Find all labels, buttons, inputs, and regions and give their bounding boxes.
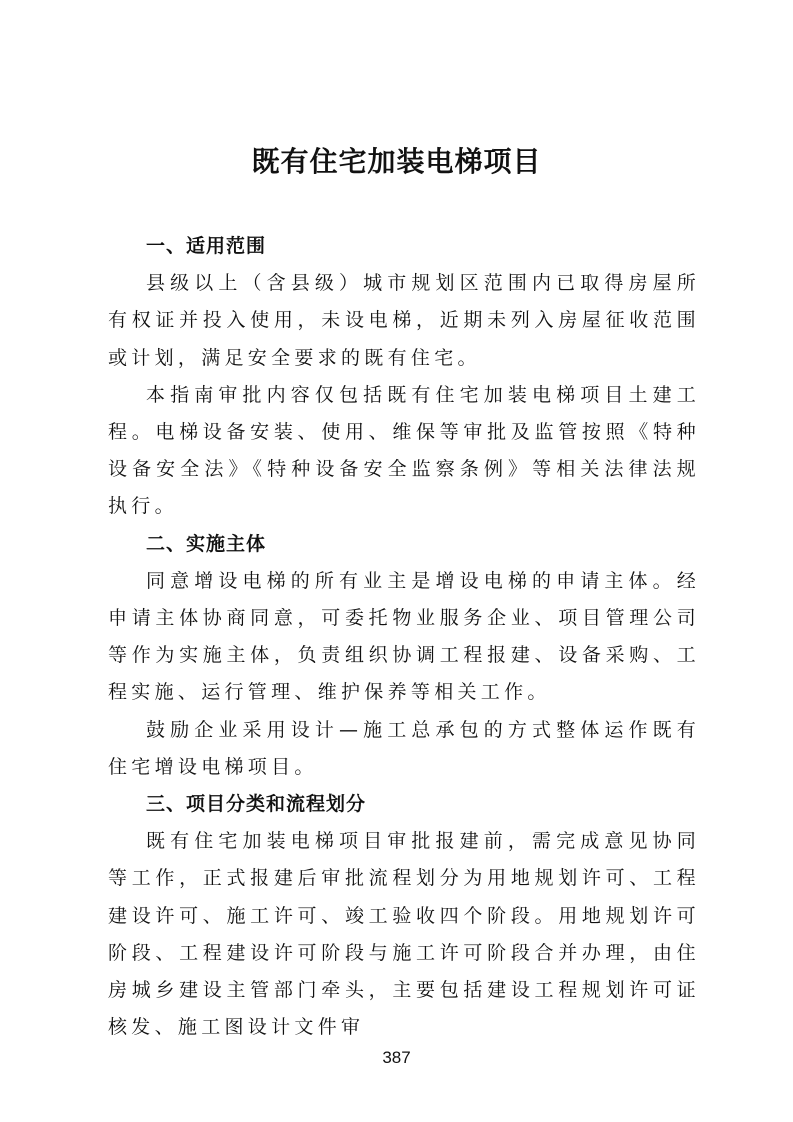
section-heading-classification: 三、项目分类和流程划分	[146, 793, 367, 816]
paragraph: 既有住宅加装电梯项目审批报建前，需完成意见协同等工作，正式报建后审批流程划分为用地规划许可、工程建设许可、施工许可、竣工验收四个阶段。用地规划许可阶段、工程建设许可阶段与施工许可阶段合并办理，由住房城乡建设主管部门牵头，主要包括建设工程规划许可证核发、施工图设计文件审	[108, 830, 700, 1039]
paragraph: 县级以上（含县级）城市规划区范围内已取得房屋所有权证并投入使用，未设电梯，近期未列入房屋征收范围或计划，满足安全要求的既有住宅。	[108, 272, 700, 369]
section-heading-implementer: 二、实施主体	[146, 532, 267, 555]
paragraph: 同意增设电梯的所有业主是增设电梯的申请主体。经申请主体协商同意，可委托物业服务企业、项目管理公司等作为实施主体，负责组织协调工程报建、设备采购、工程实施、运行管理、维护保养等相关工作。	[108, 569, 700, 704]
page-number: 387	[382, 1048, 411, 1067]
page-title: 既有住宅加装电梯项目	[251, 145, 542, 178]
paragraph: 本指南审批内容仅包括既有住宅加装电梯项目土建工程。电梯设备安装、使用、维保等审批及监管按照《特种设备安全法》《特种设备安全监察条例》等相关法律法规执行。	[108, 383, 700, 518]
document-body	[108, 228, 700, 1046]
section-heading-scope: 一、适用范围	[146, 235, 267, 257]
paragraph: 鼓励企业采用设计—施工总承包的方式整体运作既有住宅增设电梯项目。	[108, 718, 700, 778]
